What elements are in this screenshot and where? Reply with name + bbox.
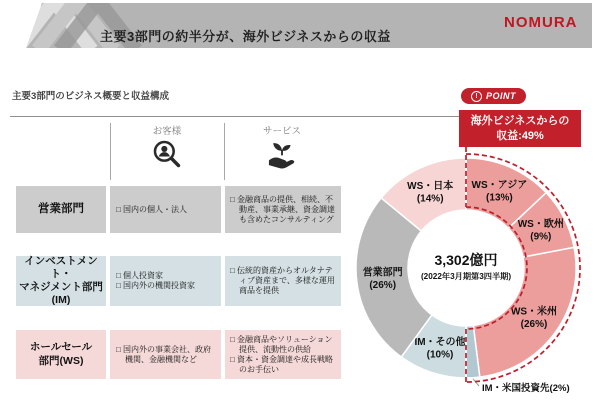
segment-services: □ 伝統的資産からオルタナティブ資産まで、多様な運用商品を提供 bbox=[225, 256, 341, 306]
callout-line: 海外ビジネスからの bbox=[470, 115, 570, 128]
segment-customers: □ 国内外の事業会社、政府機関、金融機関など bbox=[110, 330, 221, 379]
segment-label-im-other: IM・その他(10%) bbox=[414, 336, 466, 361]
nomura-logo: NOMURA bbox=[504, 14, 578, 31]
segment-services: □ 金融商品の提供、相続、不動産、事業承継、資金調達も含めたコンサルティング bbox=[225, 186, 341, 233]
segment-label-ws-japan: WS・日本(14%) bbox=[407, 181, 454, 205]
segment-name: インベストメント・ マネジメント部門 (IM) bbox=[16, 256, 106, 306]
donut-center-total: 3,302億円 bbox=[434, 252, 498, 268]
segment-label-ws-americas: WS・米州(26%) bbox=[510, 306, 558, 330]
segment-label-im-us-investee: IM・米国投資先(2%) bbox=[482, 383, 570, 394]
donut-center-period: (2022年3月期第3四半期) bbox=[420, 272, 512, 281]
segment-customers: □ 国内の個人・法人 bbox=[110, 186, 221, 233]
column-header-customers: お客様 bbox=[152, 126, 182, 137]
callout-line: 収益:49% bbox=[496, 129, 544, 142]
column-header-services: サービス bbox=[262, 126, 301, 137]
segment-services: □ 金融商品やソリューション提供、流動性の供給 □ 資本・資金調達や成長戦略のお手伝い bbox=[225, 330, 341, 379]
segment-label-ws-europe: WS・欧州(9%) bbox=[517, 218, 564, 243]
segment-name: ホールセール 部門(WS) bbox=[16, 330, 106, 379]
segment-customers: □ 個人投資家 □ 国内外の機関投資家 bbox=[110, 256, 221, 306]
section-subtitle: 主要3部門のビジネス概要と収益構成 bbox=[12, 91, 169, 102]
segment-label-retail: 営業部門(26%) bbox=[362, 267, 403, 291]
segment-label-ws-asia: WS・アジア(13%) bbox=[471, 179, 528, 204]
exclamation-icon: ! bbox=[471, 91, 482, 102]
point-badge-label: POINT bbox=[485, 91, 516, 101]
page-title: 主要3部門の約半分が、海外ビジネスからの収益 bbox=[100, 29, 391, 44]
segment-name: 営業部門 bbox=[16, 186, 106, 233]
